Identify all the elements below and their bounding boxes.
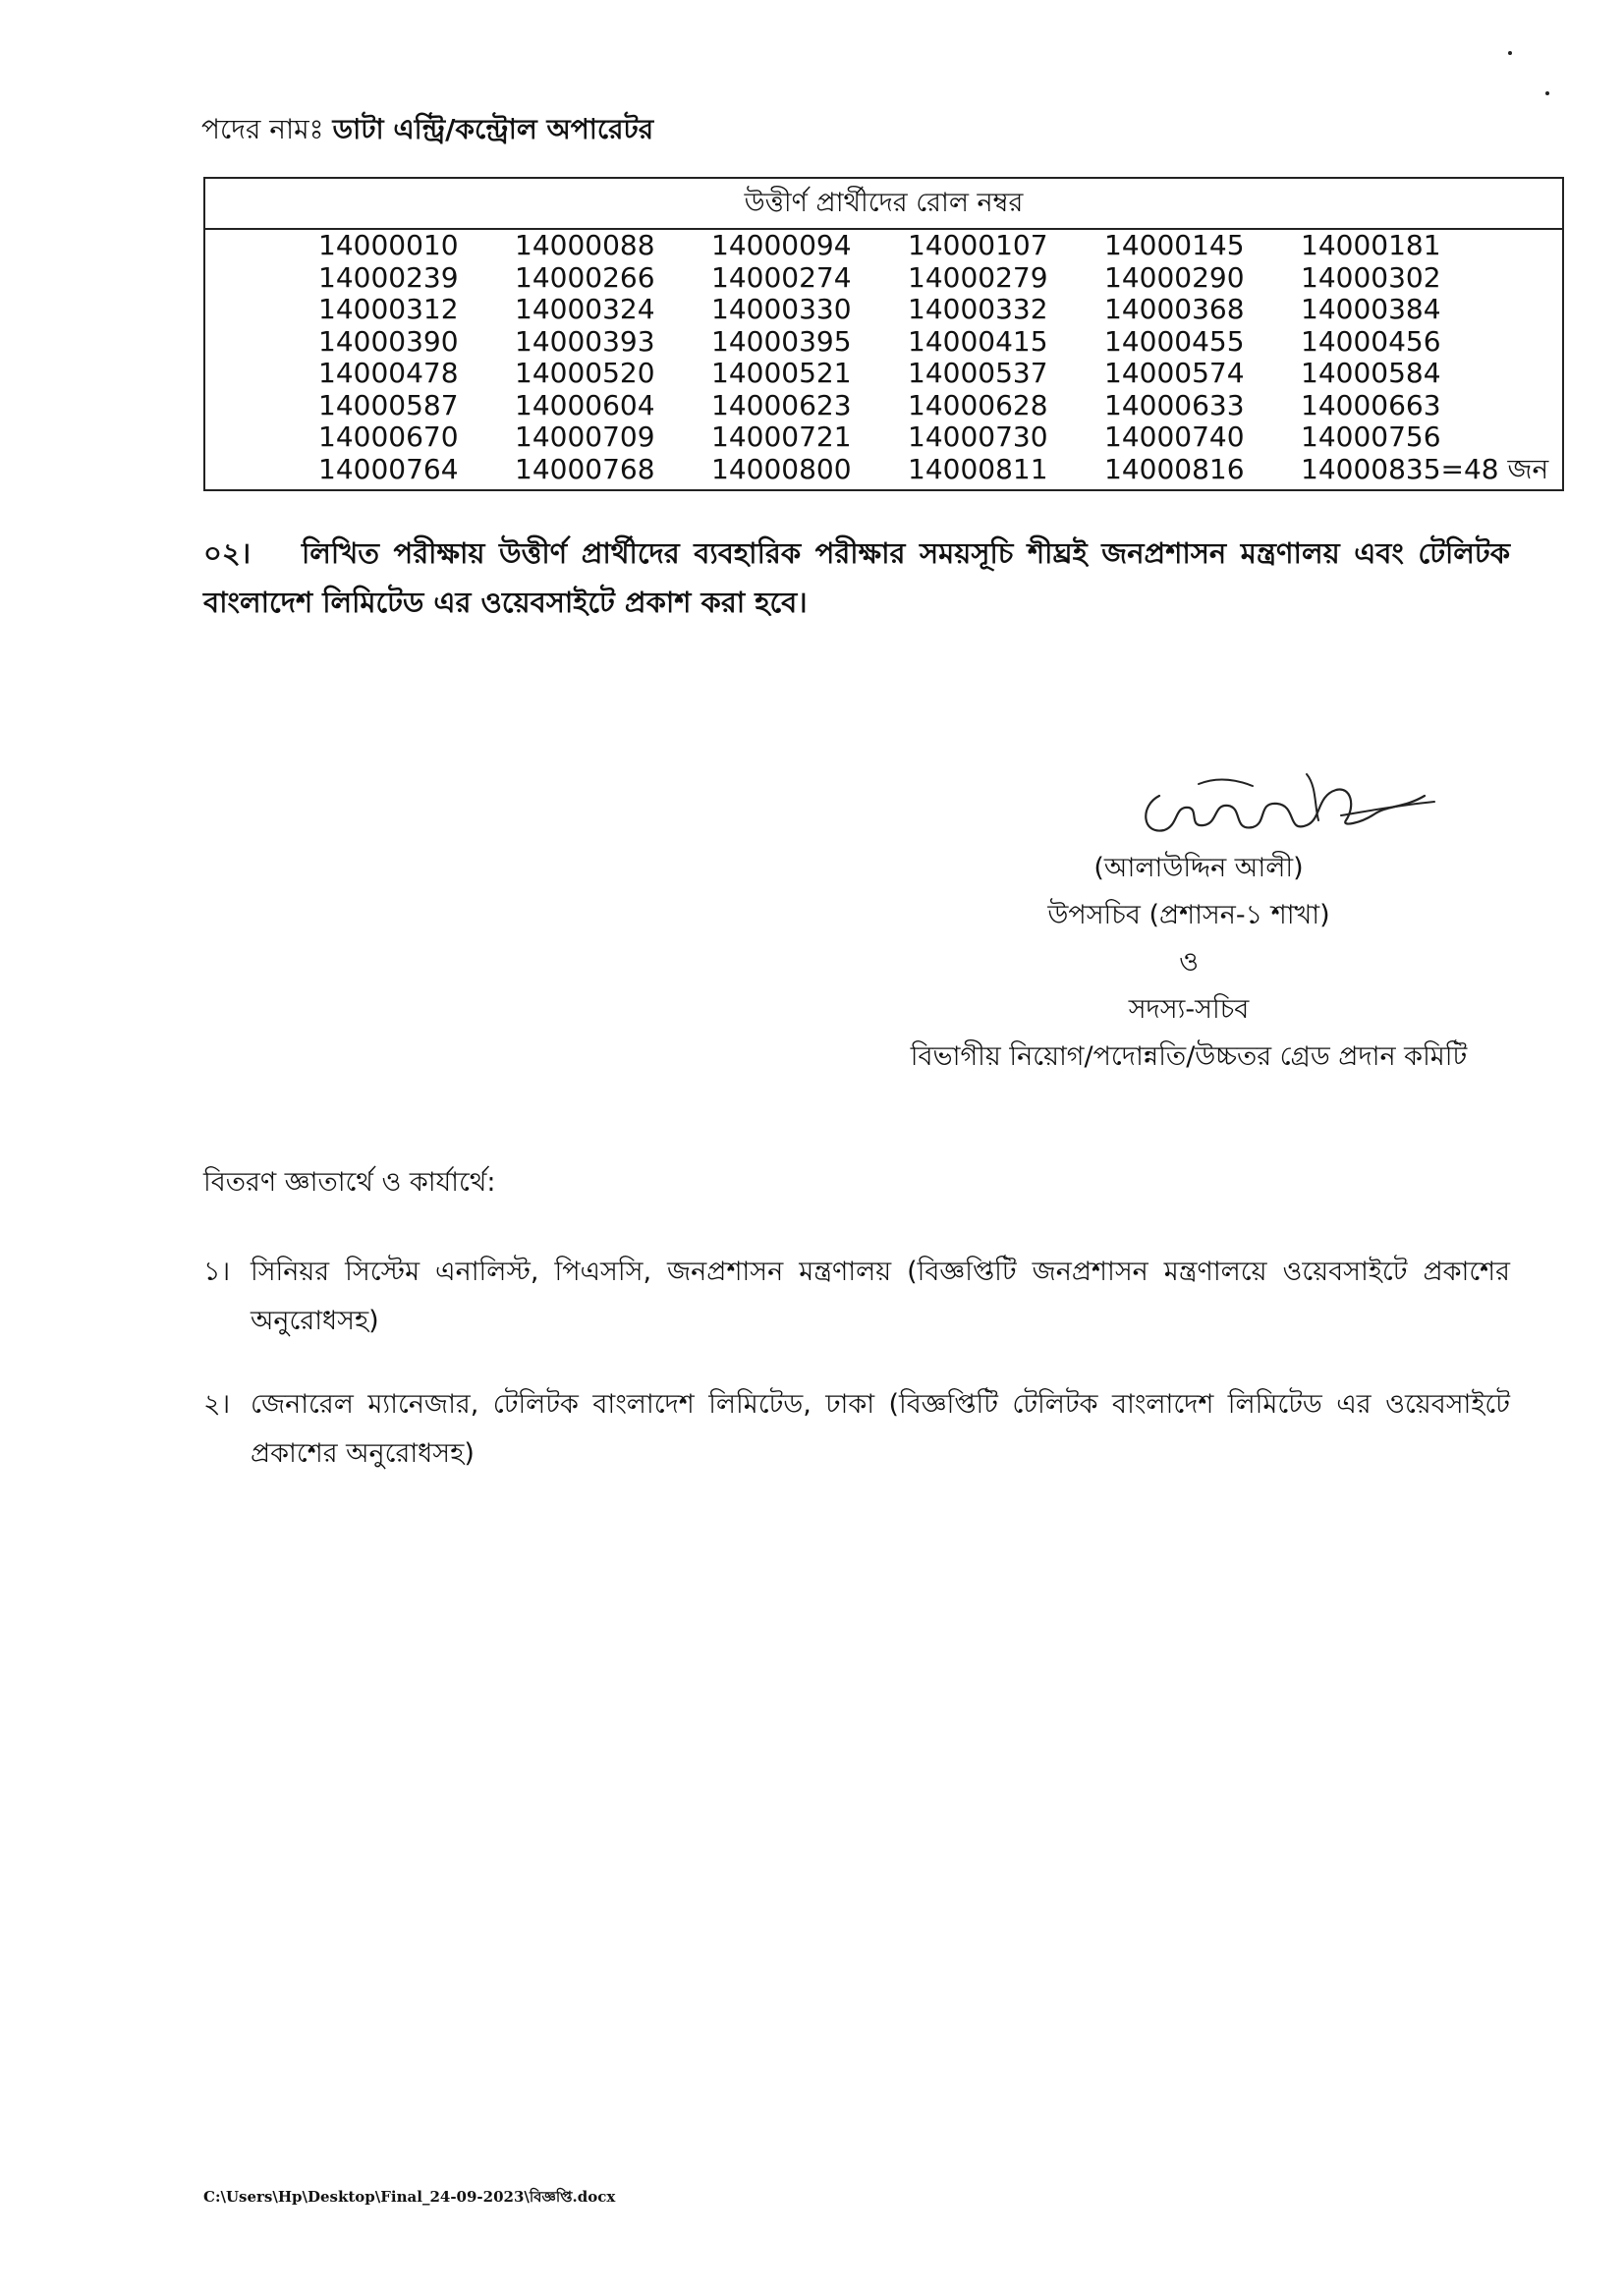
roll-number-cell: 14000628 xyxy=(908,388,1048,421)
roll-number-cell: 14000415 xyxy=(908,324,1048,358)
distribution-item-text: জেনারেল ম্যানেজার, টেলিটক বাংলাদেশ লিমিটেড, ঢাকা (বিজ্ঞপ্তিটি টেলিটক বাংলাদেশ লিমিটেড এর ওয়েবসাইটে প্রকাশের অনুরোধসহ) xyxy=(251,1389,1510,1469)
signature-block xyxy=(865,845,1513,1081)
roll-number-cell: 14000455 xyxy=(1104,324,1245,358)
signatory-committee: বিভাগীয় নিয়োগ/পদোন্নতি/উচ্চতর গ্রেড প্রদান কমিটি xyxy=(910,1041,1468,1072)
roll-number-cell: 14000094 xyxy=(711,229,852,261)
roll-number-cell: 14000811 xyxy=(908,452,1048,485)
notice-paragraph xyxy=(203,529,1510,627)
roll-number-cell: 14000393 xyxy=(515,324,655,358)
post-label: পদের নামঃ xyxy=(201,113,324,145)
roll-number-cell: 14000290 xyxy=(1104,260,1245,294)
roll-number-cell: 14000604 xyxy=(515,388,655,421)
roll-number-cell: 14000395 xyxy=(711,324,852,358)
roll-number-cell: 14000456 xyxy=(1301,324,1441,358)
roll-number-cell: 14000587 xyxy=(318,388,459,421)
distribution-item xyxy=(203,1380,1510,1479)
roll-number-cell: 14000330 xyxy=(711,293,852,325)
roll-number-cell: 14000730 xyxy=(908,420,1048,453)
notice-number: ০২। xyxy=(203,536,252,570)
roll-number-cell: 14000332 xyxy=(908,293,1048,325)
roll-number-cell: 14000279 xyxy=(908,260,1048,294)
roll-number-cell: 14000274 xyxy=(711,260,852,294)
roll-number-cell: 14000721 xyxy=(711,420,852,453)
signatory-role: সদস্য-সচিব xyxy=(1128,994,1250,1025)
roll-number-grid xyxy=(318,230,1561,485)
roll-number-cell: 14000709 xyxy=(515,420,655,453)
roll-number-cell: 14000623 xyxy=(711,388,852,421)
roll-number-cell: 14000266 xyxy=(515,260,655,294)
scan-speck xyxy=(1508,51,1512,55)
roll-number-cell: 14000670 xyxy=(318,420,459,453)
distribution-item xyxy=(203,1248,1510,1346)
distribution-item-number: ২। xyxy=(203,1389,231,1420)
distribution-title: বিতরণ জ্ঞাতার্থে ও কার্যার্থে: xyxy=(203,1167,496,1198)
roll-number-table xyxy=(203,177,1564,491)
roll-number-cell: 14000390 xyxy=(318,324,459,358)
roll-number-cell: 14000312 xyxy=(318,293,459,325)
roll-number-cell: 14000520 xyxy=(515,357,655,389)
signatory-name: (আলাউদ্দিন আলী) xyxy=(1093,853,1304,883)
roll-number-cell: 14000181 xyxy=(1301,229,1441,261)
roll-number-cell: 14000010 xyxy=(318,229,459,261)
roll-number-cell: 14000324 xyxy=(515,293,655,325)
footer-file-path: C:\Users\Hp\Desktop\Final_24-09-2023\বিজ্ঞপ্তি.docx xyxy=(203,2188,616,2206)
signatory-conjunction: ও xyxy=(1179,947,1199,978)
roll-number-cell: 14000663 xyxy=(1301,388,1441,421)
roll-number-cell: 14000800 xyxy=(711,452,852,485)
roll-number-cell: 14000537 xyxy=(908,357,1048,389)
roll-number-cell: 14000740 xyxy=(1104,420,1245,453)
roll-number-cell: 14000368 xyxy=(1104,293,1245,325)
roll-number-cell: 14000521 xyxy=(711,357,852,389)
post-title xyxy=(201,108,653,154)
roll-number-cell: 14000088 xyxy=(515,229,655,261)
roll-table-title: উত্তীর্ণ প্রার্থীদের রোল নম্বর xyxy=(205,179,1562,230)
roll-number-cell: 14000574 xyxy=(1104,357,1245,389)
distribution-item-text: সিনিয়র সিস্টেম এনালিস্ট, পিএসসি, জনপ্রশাসন মন্ত্রণালয় (বিজ্ঞপ্তিটি জনপ্রশাসন মন্ত্রণালয়ে ওয়েবসাইটে প্রকাশের অনুরোধসহ) xyxy=(251,1257,1510,1336)
roll-number-cell: 14000239 xyxy=(318,260,459,294)
notice-text: লিখিত পরীক্ষায় উত্তীর্ণ প্রার্থীদের ব্যবহারিক পরীক্ষার সময়সূচি শীঘ্রই জনপ্রশাসন মন্ত্রণালয় এবং টেলিটক বাংলাদেশ লিমিটেড এর ওয়েবসাইটে প্রকাশ করা হবে। xyxy=(203,536,1510,619)
roll-number-cell: 14000816 xyxy=(1104,452,1245,485)
roll-number-cell: 14000478 xyxy=(318,357,459,389)
roll-number-cell: 14000835=48 জন xyxy=(1301,452,1549,485)
handwritten-signature xyxy=(1130,766,1444,855)
roll-number-cell: 14000145 xyxy=(1104,229,1245,261)
distribution-item-number: ১। xyxy=(203,1257,231,1287)
roll-number-cell: 14000756 xyxy=(1301,420,1441,453)
roll-number-cell: 14000633 xyxy=(1104,388,1245,421)
roll-number-cell: 14000584 xyxy=(1301,357,1441,389)
roll-number-cell: 14000302 xyxy=(1301,260,1441,294)
scan-speck xyxy=(1545,91,1549,95)
signatory-designation: উপসচিব (প্রশাসন-১ শাখা) xyxy=(1047,900,1330,930)
roll-number-cell: 14000384 xyxy=(1301,293,1441,325)
post-name: ডাটা এন্ট্রি/কন্ট্রোল অপারেটর xyxy=(332,113,654,145)
roll-number-cell: 14000764 xyxy=(318,452,459,485)
roll-number-cell: 14000107 xyxy=(908,229,1048,261)
roll-number-cell: 14000768 xyxy=(515,452,655,485)
